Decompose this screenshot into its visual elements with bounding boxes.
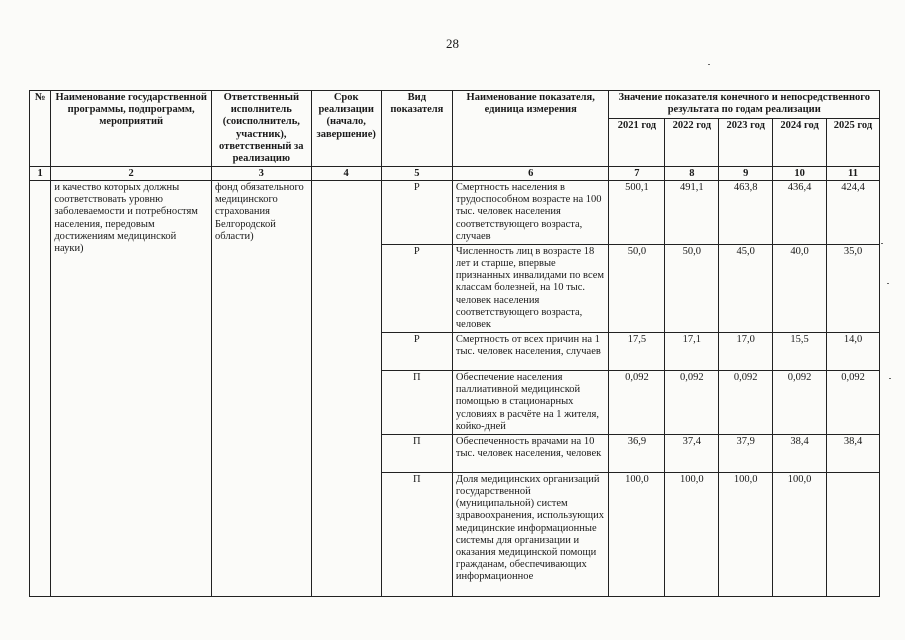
column-number: 2 [51,167,212,181]
indicator-type: П [381,472,452,596]
value-2024: 0,092 [773,371,827,435]
value-2021: 100,0 [609,472,665,596]
page-number: 28 [446,36,459,51]
value-2022: 17,1 [665,333,719,371]
value-2025: 0,092 [827,371,880,435]
value-2025: 35,0 [827,244,880,332]
value-2023: 17,0 [719,333,773,371]
program-name-cell: и качество которых должны соответствовать уровню заболеваемости и потребностям населения, передовым достижениям медицинской науки) [51,181,212,597]
value-2022: 100,0 [665,472,719,596]
scan-speck [708,64,710,65]
column-number: 1 [30,167,51,181]
value-2023: 37,9 [719,434,773,472]
value-2023: 0,092 [719,371,773,435]
value-2022: 50,0 [665,244,719,332]
value-2023: 100,0 [719,472,773,596]
table-row [30,181,880,245]
value-2024: 15,5 [773,333,827,371]
value-2024: 100,0 [773,472,827,596]
indicator-type: Р [381,244,452,332]
column-number: 6 [452,167,609,181]
header-number: № [30,91,51,167]
indicator-type: Р [381,333,452,371]
row-number-cell [30,181,51,597]
header-year-2025: 2025 год [827,119,880,167]
indicators-table [29,90,880,597]
column-number: 3 [211,167,311,181]
scan-speck [889,378,891,379]
value-2025 [827,472,880,596]
column-number: 10 [773,167,827,181]
header-values-group: Значение показателя конечного и непосредственного результата по годам реализации [609,91,880,119]
value-2021: 50,0 [609,244,665,332]
scan-speck [887,283,889,284]
value-2022: 37,4 [665,434,719,472]
value-2025: 424,4 [827,181,880,245]
indicator-type: Р [381,181,452,245]
header-indicator-type: Вид показателя [381,91,452,167]
value-2023: 45,0 [719,244,773,332]
value-2024: 436,4 [773,181,827,245]
header-term: Срок реализации (начало, завершение) [311,91,381,167]
column-number: 7 [609,167,665,181]
value-2024: 40,0 [773,244,827,332]
value-2021: 500,1 [609,181,665,245]
column-number: 5 [381,167,452,181]
header-year-2024: 2024 год [773,119,827,167]
indicator-type: П [381,371,452,435]
header-year-2021: 2021 год [609,119,665,167]
column-number: 11 [827,167,880,181]
indicator-name: Смертность от всех причин на 1 тыс. человек населения, случаев [452,333,609,371]
indicator-name: Численность лиц в возрасте 18 лет и старше, впервые признанных инвалидами по всем классам болезней, на 10 тыс. человек населения соответствующего возраста, человек [452,244,609,332]
column-number: 9 [719,167,773,181]
term-cell [311,181,381,597]
value-2021: 36,9 [609,434,665,472]
value-2022: 0,092 [665,371,719,435]
value-2025: 38,4 [827,434,880,472]
column-number: 8 [665,167,719,181]
value-2023: 463,8 [719,181,773,245]
header-program-name: Наименование государственной программы, подпрограмм, мероприятий [51,91,212,167]
indicator-name: Обеспеченность врачами на 10 тыс. человек населения, человек [452,434,609,472]
column-numbers-row [30,167,880,181]
header-responsible: Ответственный исполнитель (соисполнитель, участник), ответственный за реализацию [211,91,311,167]
indicator-type: П [381,434,452,472]
header-indicator-name: Наименование показателя, единица измерения [452,91,609,167]
responsible-cell: фонд обязательного медицинского страхования Белгородской области) [211,181,311,597]
header-year-2022: 2022 год [665,119,719,167]
column-number: 4 [311,167,381,181]
value-2021: 0,092 [609,371,665,435]
value-2024: 38,4 [773,434,827,472]
value-2021: 17,5 [609,333,665,371]
indicator-name: Доля медицинских организаций государственной (муниципальной) систем здравоохранения, использующих медицинские информационные системы для организации и оказания медицинской помощи гражданам, обеспечивающих информационное [452,472,609,596]
scan-speck [881,243,883,244]
indicator-name: Смертность населения в трудоспособном возрасте на 100 тыс. человек населения соответствующего возраста, случаев [452,181,609,245]
value-2022: 491,1 [665,181,719,245]
indicator-name: Обеспечение населения паллиативной медицинской помощью в стационарных условиях в расчёте на 1 жителя, койко-дней [452,371,609,435]
value-2025: 14,0 [827,333,880,371]
header-year-2023: 2023 год [719,119,773,167]
